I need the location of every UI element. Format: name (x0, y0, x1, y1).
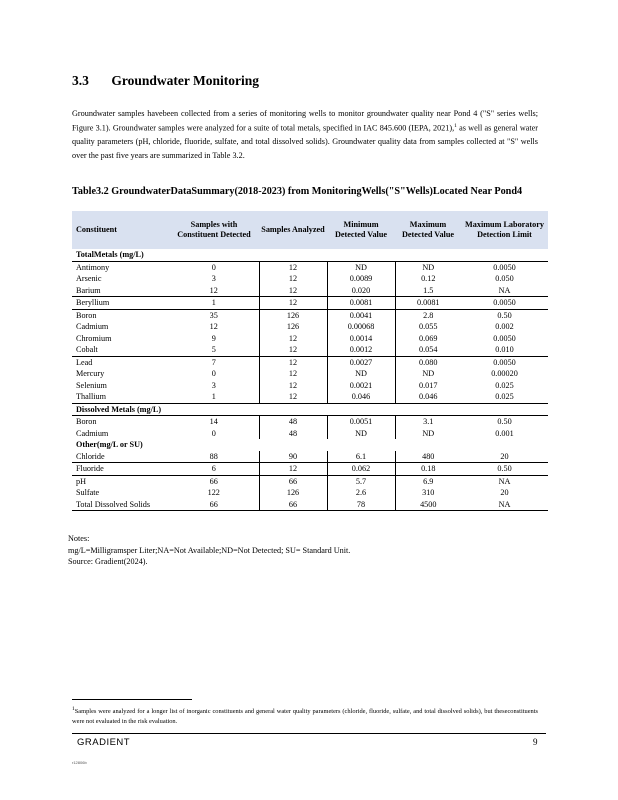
table-row (72, 428, 548, 440)
table-cell: 20 (461, 451, 548, 463)
table-cell: 12 (259, 356, 327, 368)
constituent-name: Cadmium (76, 322, 109, 332)
table-cell: 12 (259, 344, 327, 356)
table-cell: 0.0050 (493, 262, 516, 272)
table-cell: 0.50 (497, 417, 512, 427)
table-row (72, 344, 548, 356)
table-section-row (72, 439, 548, 451)
constituent-name: Sulfate (76, 488, 100, 498)
table-cell: ND (327, 261, 395, 273)
table-row (72, 285, 548, 297)
footnote-divider (72, 699, 192, 700)
constituent-name: Total Dissolved Solids (72, 499, 169, 511)
footnote (72, 704, 538, 727)
table-cell: 0 (211, 428, 216, 438)
table-cell: 126 (259, 321, 327, 333)
table-cell: 0.0050 (493, 357, 516, 367)
table-cell: 12 (209, 322, 218, 332)
table-cell: 12 (259, 273, 327, 285)
table-cell: 0.0014 (327, 333, 395, 345)
table-cell: 126 (259, 309, 327, 321)
table-cell: 48 (259, 428, 327, 440)
table-cell: NA (461, 499, 548, 511)
table-row (72, 380, 548, 392)
constituent-name: Lead (76, 357, 93, 367)
table-cell: 1 (169, 391, 259, 403)
table-cell: 35 (169, 309, 259, 321)
table-cell: 0.0081 (327, 297, 395, 310)
table-cell: 0.001 (495, 428, 514, 438)
table-row (72, 333, 548, 345)
constituent-name: Cobalt (72, 344, 169, 356)
table-cell: 0.025 (495, 380, 514, 390)
paragraph-text: Groundwater samples havebeen collected from a series of monitoring wells to monitor groundwater quality near Pond 4 ("S" series wells; Figure 3.1). Groundwater samples were analyzed for a suite of total metals, specified in IAC 845.600 (IEPA, 2021), (72, 109, 538, 134)
table-cell: 4500 (395, 499, 461, 511)
table-row (72, 391, 548, 403)
table-cell: 0 (211, 369, 216, 379)
section-number: 3.3 (72, 73, 89, 88)
table-cell: 3 (211, 380, 216, 390)
table-cell: ND (395, 261, 461, 273)
table-cell: 6 (169, 463, 259, 476)
table-row (72, 368, 548, 380)
table-notes (68, 533, 350, 568)
paragraph-text-continued: as well as general water quality parameters (pH, chloride, fluoride, sulfate, and total dissolved solids). Groundwater quality data from samples collected at "S" wells over the past five years are summarized in Table 3.2. (72, 124, 539, 160)
section-label: Dissolved Metals (mg/L) (72, 403, 548, 416)
table-cell: 0.0081 (395, 297, 461, 310)
table-cell: 0.0089 (327, 273, 395, 285)
table-cell: 66 (209, 476, 218, 486)
table-cell: 48 (259, 416, 327, 428)
table-cell: 2.8 (395, 309, 461, 321)
table-cell: 90 (259, 451, 327, 463)
table-cell: 5 (169, 344, 259, 356)
table-cell: 0.080 (395, 356, 461, 368)
table-cell: 310 (395, 487, 461, 499)
table-cell: 0.017 (395, 380, 461, 392)
column-header: Minimum Detected Value (327, 211, 395, 249)
table-cell: 126 (259, 487, 327, 499)
table-row (72, 321, 548, 333)
constituent-name: Beryllium (72, 297, 169, 310)
table-row (72, 475, 548, 487)
table-row (72, 297, 548, 310)
table-cell: 0.055 (395, 321, 461, 333)
footnote-text: Samples were analyzed for a longer list of inorganic constituents and general water quality parameters (chloride, fluoride, sulfate, and total dissolved solids), but theseconstituents were not evaluated in the risk evaluation. (72, 708, 538, 726)
table-cell: 3 (211, 274, 216, 284)
constituent-name: Chromium (76, 333, 112, 343)
column-header: Constituent (72, 211, 169, 249)
table-row (72, 451, 548, 463)
table-cell: 5.7 (327, 475, 395, 487)
table-cell: 122 (207, 488, 220, 498)
table-cell: 12 (169, 285, 259, 297)
table-cell: 0.054 (395, 344, 461, 356)
table-cell: 12 (259, 261, 327, 273)
table-cell: 0.046 (327, 391, 395, 403)
table-row (72, 463, 548, 476)
table-cell: 0.0050 (461, 297, 548, 310)
notes-source: Source: Gradient(2024). (68, 557, 148, 566)
table-row (72, 356, 548, 368)
table-cell: 0.010 (461, 344, 548, 356)
table-cell: 0.0050 (493, 333, 516, 343)
constituent-name: Barium (72, 285, 169, 297)
table-cell: 66 (169, 499, 259, 511)
table-row (72, 499, 548, 511)
table-cell: 6.1 (327, 451, 395, 463)
table-cell: 88 (169, 451, 259, 463)
table-cell: 0.50 (461, 463, 548, 476)
constituent-name: Arsenic (76, 274, 102, 284)
table-section-row (72, 403, 548, 416)
table-body (72, 249, 548, 511)
section-heading (72, 73, 259, 89)
groundwater-data-table (72, 211, 548, 511)
constituent-name: Chloride (72, 451, 169, 463)
table-cell: 12 (259, 391, 327, 403)
table-cell: 12 (259, 368, 327, 380)
table-cell: 0.0027 (327, 356, 395, 368)
table-cell: 0.002 (495, 322, 514, 332)
column-header: Samples with Constituent Detected (169, 211, 259, 249)
table-cell: 12 (259, 297, 327, 310)
constituent-name: pH (76, 476, 87, 486)
page-number: 9 (533, 737, 538, 747)
constituent-name: Thallium (72, 391, 169, 403)
table-cell: NA (461, 285, 548, 297)
table-cell: 12 (259, 380, 327, 392)
table-cell: 20 (500, 488, 509, 498)
table-cell: 12 (259, 285, 327, 297)
table-cell: NA (498, 476, 511, 486)
table-cell: 0.046 (395, 391, 461, 403)
table-cell: 0.062 (327, 463, 395, 476)
table-cell: ND (327, 428, 395, 440)
table-cell: 0.069 (395, 333, 461, 345)
table-row (72, 309, 548, 321)
table-title: Table3.2 GroundwaterDataSummary(2018-2023) from MonitoringWells("S"Wells)Located Near Pond4 (72, 186, 523, 197)
table-row (72, 416, 548, 428)
column-header: Maximum Laboratory Detection Limit (461, 211, 548, 249)
constituent-name: Fluoride (72, 463, 169, 476)
table-row (72, 261, 548, 273)
table-cell: 0.050 (495, 274, 514, 284)
notes-abbreviations: mg/L=Milligramsper Liter;NA=Not Available;ND=Not Detected; SU= Standard Unit. (68, 545, 351, 555)
constituent-name: Selenium (76, 380, 107, 390)
table-cell: 0.12 (395, 273, 461, 285)
column-header: Samples Analyzed (259, 211, 327, 249)
table-cell: ND (395, 368, 461, 380)
table-header-row (72, 211, 548, 249)
table-cell: 1 (169, 297, 259, 310)
table-row (72, 273, 548, 285)
footer-divider (72, 733, 546, 734)
table-cell: 2.6 (327, 487, 395, 499)
company-logo: GRADIENT (77, 737, 131, 748)
table-cell: 12 (259, 333, 327, 345)
footnote-reference[interactable]: 1 (454, 123, 457, 130)
table-cell: 14 (209, 417, 218, 427)
table-cell: 9 (211, 333, 216, 343)
table-cell: ND (327, 368, 395, 380)
notes-label: Notes: (68, 534, 90, 543)
constituent-name: Boron (72, 309, 169, 321)
footnote-marker: 1 (72, 706, 75, 712)
table-cell: 66 (259, 475, 327, 487)
table-cell: 0.0021 (327, 380, 395, 392)
section-label: Other(mg/L or SU) (76, 440, 143, 450)
table-cell: 0.0012 (327, 344, 395, 356)
section-label: TotalMetals (mg/L) (72, 249, 548, 261)
body-paragraph (72, 107, 538, 162)
table-cell: 7 (211, 357, 216, 367)
table-cell: 3.1 (395, 416, 461, 428)
table-cell: 0.00068 (327, 321, 395, 333)
table-cell: 0.0041 (327, 309, 395, 321)
table-cell: 0 (211, 262, 216, 272)
table-cell: 0.18 (395, 463, 461, 476)
table-cell: 78 (327, 499, 395, 511)
constituent-name: Cadmium (76, 428, 109, 438)
table-cell: 480 (395, 451, 461, 463)
document-id: r12806b (72, 760, 87, 765)
table-section-row (72, 249, 548, 261)
section-title: Groundwater Monitoring (111, 73, 260, 88)
constituent-name: Mercury (76, 369, 105, 379)
table-cell: 6.9 (395, 475, 461, 487)
table-cell: 12 (259, 463, 327, 476)
table-cell: 0.50 (461, 309, 548, 321)
constituent-name: Boron (76, 417, 97, 427)
table-cell: 66 (259, 499, 327, 511)
table-cell: 0.00020 (491, 369, 518, 379)
table-cell: 0.020 (327, 285, 395, 297)
table-cell: 1.5 (395, 285, 461, 297)
table-cell: 0.0051 (327, 416, 395, 428)
table-cell: 0.025 (461, 391, 548, 403)
constituent-name: Antimony (76, 262, 110, 272)
table-cell: ND (395, 428, 461, 440)
column-header: Maximum Detected Value (395, 211, 461, 249)
table-row (72, 487, 548, 499)
